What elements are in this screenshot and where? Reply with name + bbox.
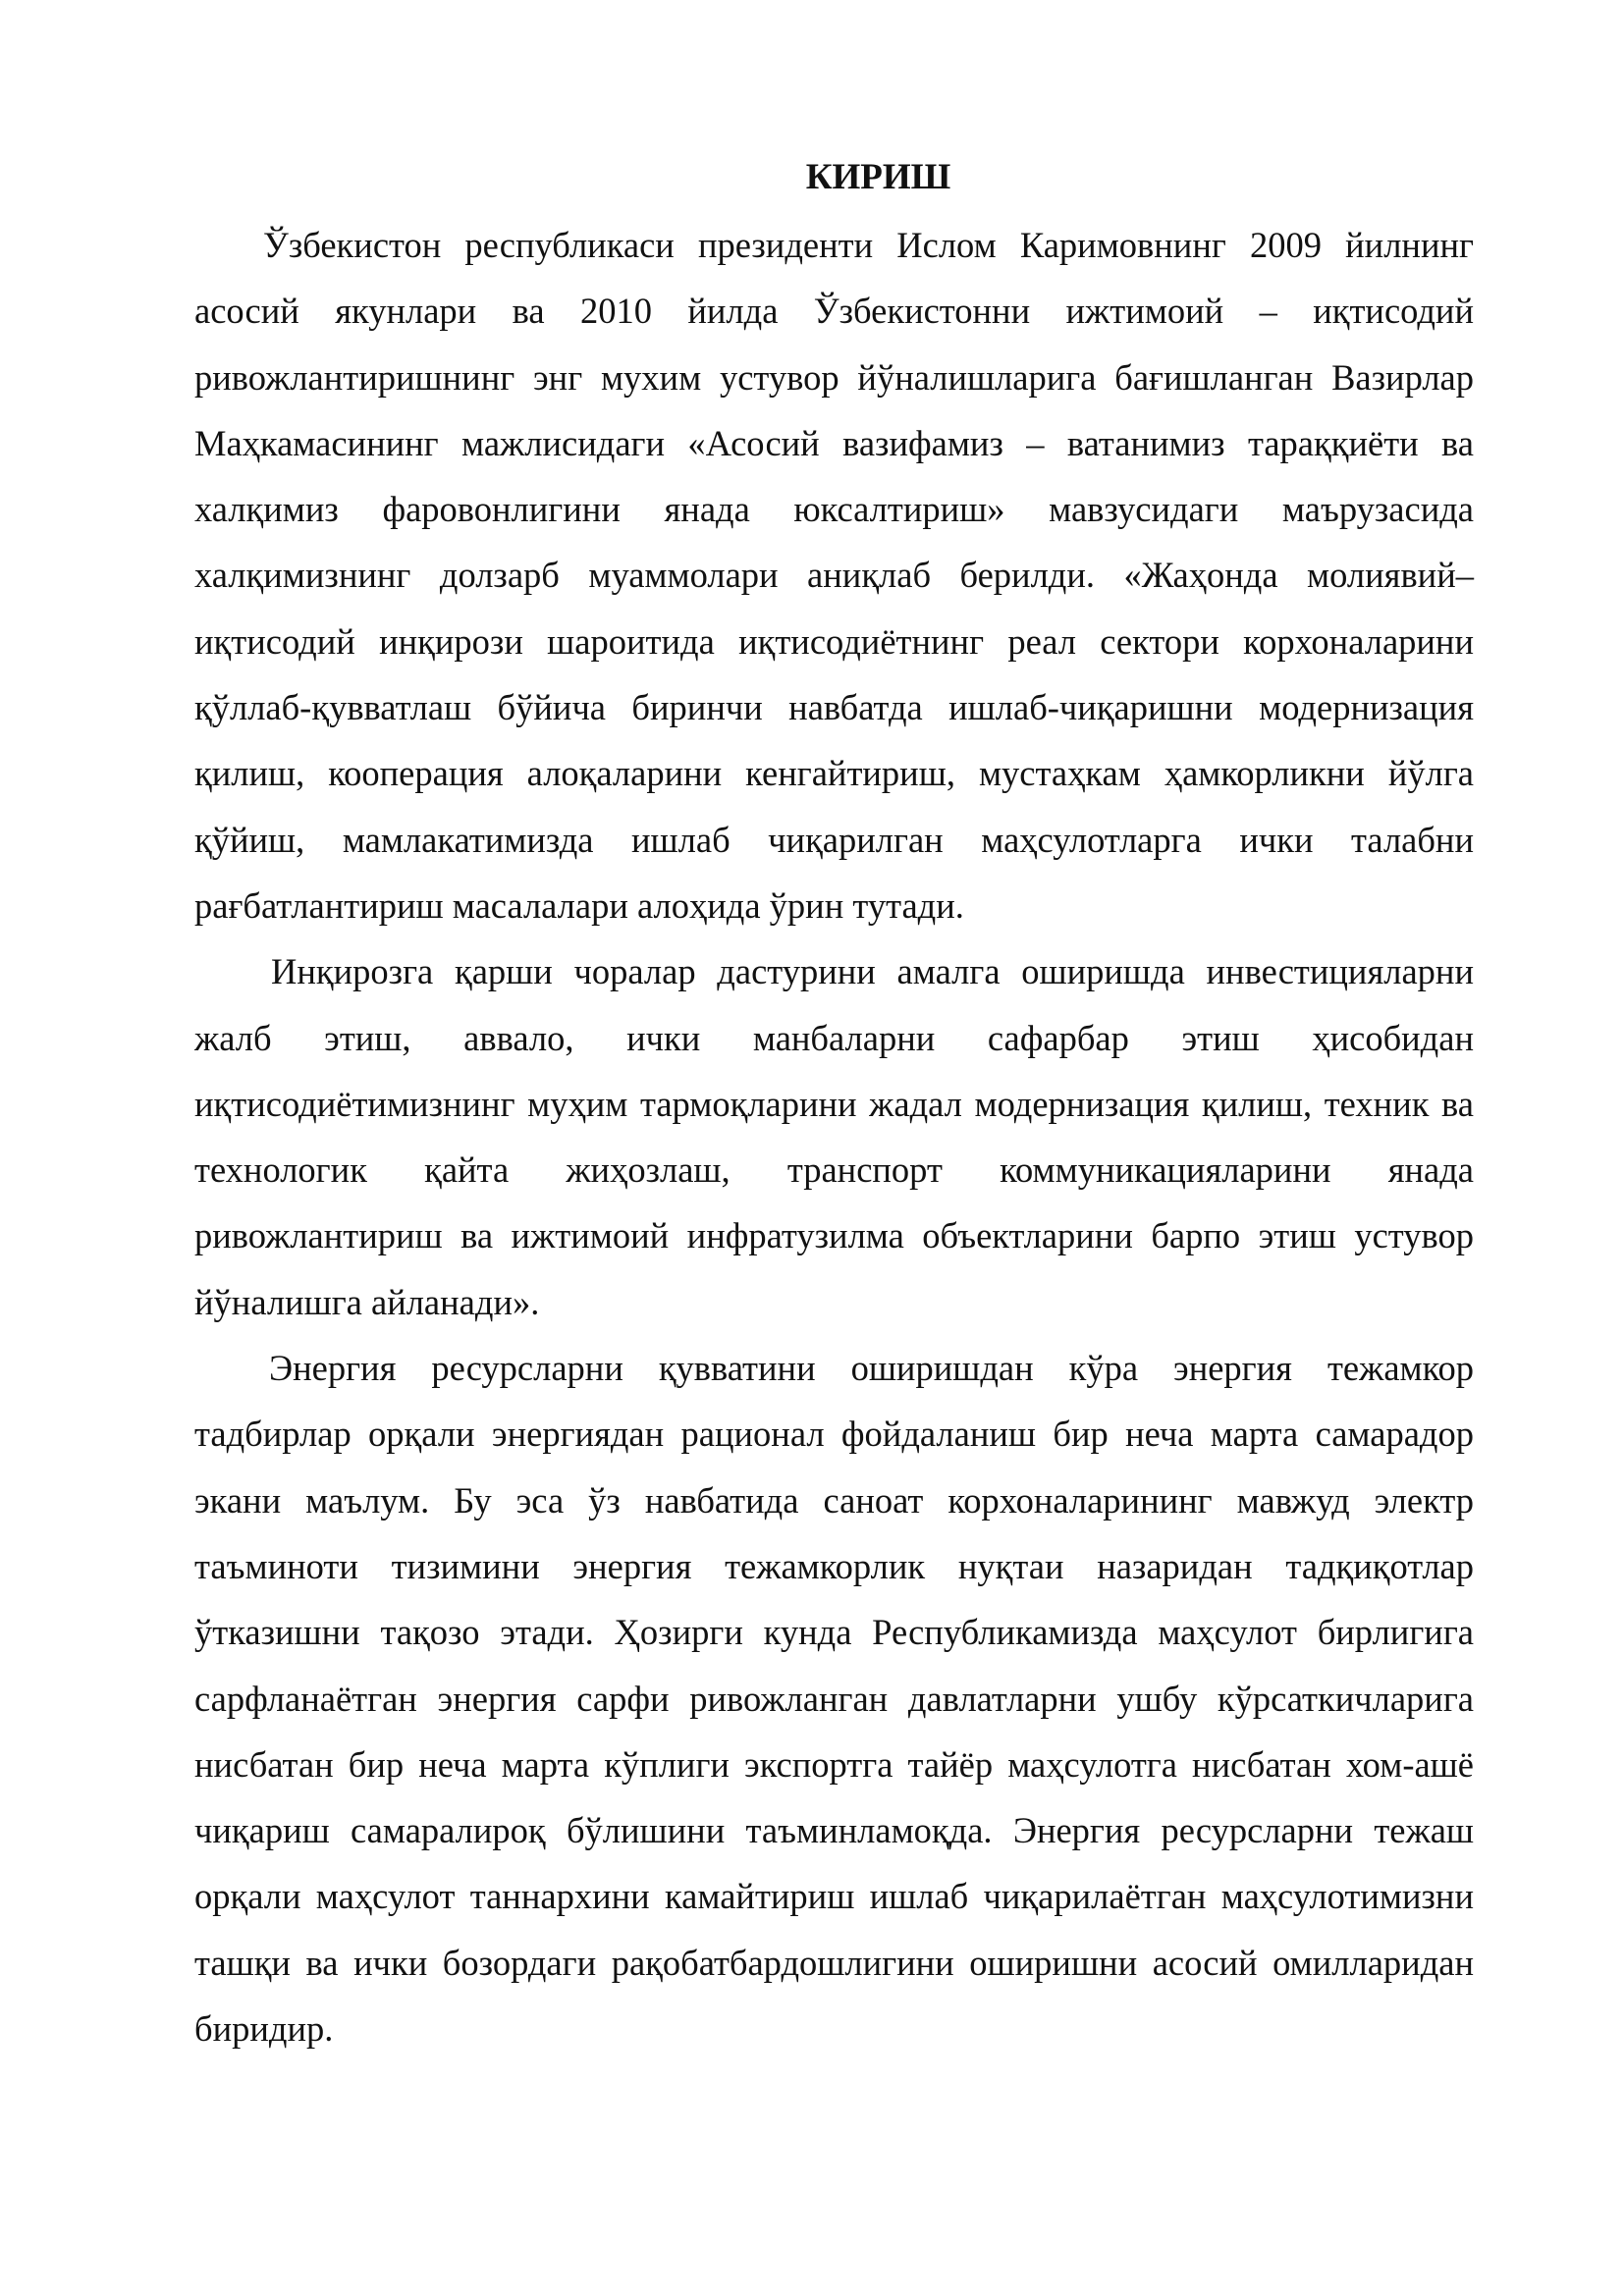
paragraph-energy-resources: Энергия ресурсларни қувватини оширишдан кўра энергия тежамкор тадбирлар орқали энергиядан рационал фойдаланиш бир неча марта самарадор экани маълум. Бу эса ўз навбатида саноат корхоналарининг мавжуд электр таъминоти тизимини энергия тежамкорлик нуқтаи назаридан тадқиқотлар ўтказишни тақозо этади. Ҳозирги кунда Республикамизда маҳсулот бирлигига сарфланаётган энергия сарфи ривожланган давлатларни ушбу кўрсаткичларига нисбатан бир неча марта кўплиги экспортга тайёр маҳсулотга нисбатан хом-ашё чиқариш самаралироқ бўлишини таъминламоқда. Энергия ресурсларни тежаш орқали маҳсулот таннархини камайтириш ишлаб чиқарилаётган маҳсулотимизни ташқи ва ички бозордаги рақобатбардошлигини оширишни асосий омилларидан биридир. — [194, 1348, 1474, 2050]
document-body — [194, 145, 1474, 2061]
page-title: КИРИШ — [805, 157, 951, 197]
paragraph-crisis-measures: Инқирозга қарши чоралар дастурини амалга оширишда инвестицияларни жалб этиш, аввало, ички манбаларни сафарбар этиш ҳисобидан иқтисодиётимизнинг муҳим тармоқларини жадал модернизация қилиш, техник ва технологик қайта жиҳозлаш, транспорт коммуникацияларини янада ривожлантириш ва ижтимоий инфратузилма объектларини барпо этиш устувор йўналишга айланади». — [194, 951, 1474, 1322]
paragraph-intro: Ўзбекистон республикаси президенти Ислом Каримовнинг 2009 йилнинг асосий якунлари ва 2010 йилда Ўзбекистонни ижтимоий – иқтисодий ривожлантиришнинг энг мухим устувор йўналишларига бағишланган Вазирлар Маҳкамасининг мажлисидаги «Асосий вазифамиз – ватанимиз тараққиёти ва халқимиз фаровонлигини янада юксалтириш» мавзусидаги маърузасида халқимизнинг долзарб муаммолари аниқлаб берилди. «Жаҳонда молиявий–иқтисодий инқирози шароитида иқтисодиётнинг реал сектори корхоналарини қўллаб-қувватлаш бўйича биринчи навбатда ишлаб-чиқаришни модернизация қилиш, кооперация алоқаларини кенгайтириш, мустаҳкам ҳамкорликни йўлга қўйиш, мамлакатимизда ишлаб чиқарилган маҳсулотларга ички талабни рағбатлантириш масалалари алоҳида ўрин тутади. — [194, 225, 1474, 926]
